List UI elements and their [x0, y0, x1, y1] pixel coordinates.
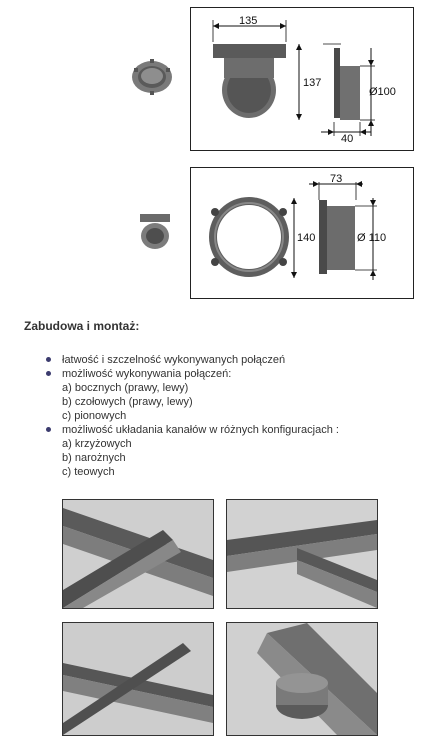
- dim-height-label: 137: [303, 77, 322, 89]
- list-item: możliwość układania kanałów w różnych konfiguracjach :: [0, 423, 339, 437]
- channel-cross-photo: [62, 499, 214, 609]
- dim-depth-label: 40: [341, 133, 354, 145]
- section-heading: Zabudowa i montaż:: [24, 319, 140, 333]
- feature-list: [0, 353, 339, 479]
- list-item: a) bocznych (prawy, lewy): [62, 382, 189, 394]
- dim-diameter-label: Ø100: [369, 86, 396, 98]
- channel-corner-photo: [62, 622, 214, 736]
- list-item: łatwość i szczelność wykonywanych połączeń: [0, 353, 339, 367]
- list-item: b) czołowych (prawy, lewy): [62, 396, 193, 408]
- list-item: c) teowych: [62, 466, 115, 478]
- channel-vertical-outlet-photo: [226, 622, 378, 736]
- dim-width-label: 135: [239, 15, 258, 27]
- dim-diameter-label: Ø 110: [357, 232, 387, 244]
- list-item: a) krzyżowych: [62, 438, 132, 450]
- end-cap-product-image: [128, 56, 176, 98]
- channel-tee-photo: [226, 499, 378, 609]
- dim-depth-label: 73: [330, 173, 343, 185]
- list-item: b) narożnych: [62, 452, 126, 464]
- drawing-bottom-frame: [190, 167, 414, 299]
- drawing-top-frame: [190, 7, 414, 151]
- adapter-product-image: [136, 212, 174, 252]
- list-item: możliwość wykonywania połączeń:: [0, 367, 339, 381]
- list-item: c) pionowych: [62, 410, 127, 422]
- dim-height-label: 140: [297, 232, 316, 244]
